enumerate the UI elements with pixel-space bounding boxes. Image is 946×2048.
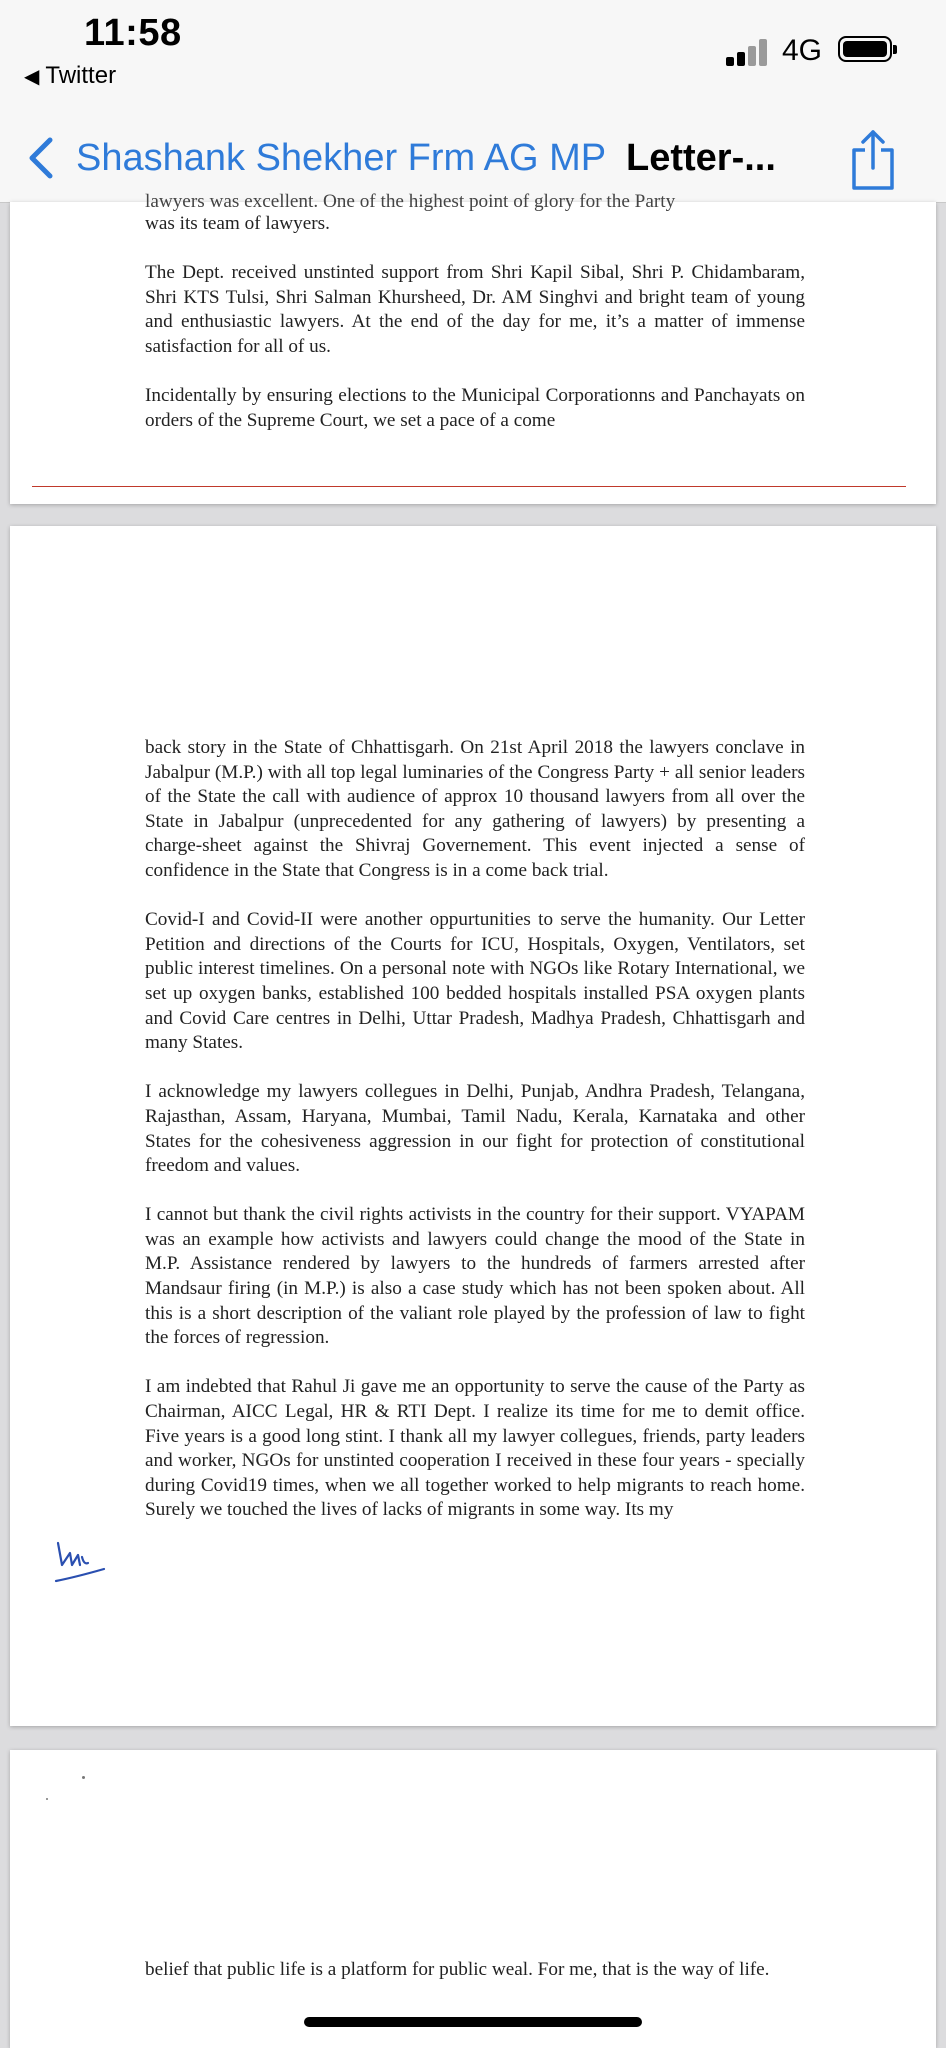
back-app-label: Twitter xyxy=(45,62,117,89)
handwritten-initials-icon xyxy=(52,1539,114,1585)
back-link-title[interactable]: Shashank Shekher Frm AG MP xyxy=(76,137,607,179)
status-time: 11:58 xyxy=(84,12,182,54)
document-page-2 xyxy=(10,526,936,1726)
share-icon[interactable] xyxy=(846,124,900,194)
network-type: 4G xyxy=(782,34,823,67)
page-1-text xyxy=(145,212,805,458)
document-title: Letter-... xyxy=(626,137,776,179)
back-to-app-button[interactable] xyxy=(24,62,116,90)
clipped-text-line: lawyers was excellent. One of the highest point of glory for the Party xyxy=(145,191,676,212)
home-indicator[interactable] xyxy=(304,2017,642,2027)
paragraph: I cannot but thank the civil rights activists in the country for their support. VYAPAM was an example how activists and lawyers could change the mood of the State in M.P. Assistance rendered by lawyers to the hundreds of farmers arrested after Mandsaur firing (in M.P.) is also a case study which has not been spoken about. All this is a short description of the valiant role played by the profession of law to fight the forces of regression. xyxy=(145,1204,805,1349)
paragraph: back story in the State of Chhattisgarh. On 21st April 2018 the lawyers conclave in Jabalpur (M.P.) with all top legal luminaries of the Congress Party + all senior leaders of the State the call with audience of approx 10 thousand lawyers from all over the State in Jabalpur (unprecedented for any gathering of lawyers) by presenting a charge-sheet against the Shivraj Governement. This event injected a sense of confidence in the State that Congress is in a come back trial. xyxy=(145,737,805,881)
back-triangle-icon: ◀ xyxy=(24,66,40,88)
page-3-text xyxy=(145,1958,805,2007)
status-bar xyxy=(0,0,946,120)
paragraph: The Dept. received unstinted support from Shri Kapil Sibal, Shri P. Chidambaram, Shri KTS Tulsi, Shri Salman Khursheed, Dr. AM Singhvi and bright team of young and enthusiastic lawyers. At the end of the day for me, it’s a matter of immense satisfaction for all of us. xyxy=(145,262,805,357)
paragraph: I am indebted that Rahul Ji gave me an opportunity to serve the cause of the Party as Chairman, AICC Legal, HR & RTI Dept. I realize its time for me to demit office. Five years is a good long stint. I thank all my lawyer collegues, friends, party leaders and worker, NGOs for unstinted cooperation I received in these four years - specially during Covid19 times, when we all together worked to help migrants to reach home. Surely we touched the lives of lacks of migrants in some way. Its my xyxy=(145,1376,805,1521)
page-2-text xyxy=(145,736,805,1548)
red-divider-line xyxy=(32,486,906,487)
cellular-signal-icon xyxy=(726,38,772,66)
document-page-1 xyxy=(10,191,936,504)
chevron-left-icon[interactable] xyxy=(22,128,62,188)
paragraph: belief that public life is a platform for public weal. For me, that is the way of life. xyxy=(145,1959,770,1980)
scan-speck xyxy=(82,1776,85,1779)
paragraph: was its team of lawyers. xyxy=(145,213,330,234)
paragraph: Incidentally by ensuring elections to the Municipal Corporationns and Panchayats on orders of the Supreme Court, we set a pace of a come xyxy=(145,385,805,431)
paragraph: I acknowledge my lawyers collegues in Delhi, Punjab, Andhra Pradesh, Telangana, Rajasthan, Assam, Haryana, Mumbai, Tamil Nadu, Kerala, Karnataka and other States for the cohesiveness aggression in our fight for protection of constitutional freedom and values. xyxy=(145,1081,805,1177)
battery-icon xyxy=(838,36,892,62)
document-page-3 xyxy=(10,1750,936,2048)
paragraph: Covid-I and Covid-II were another oppurtunities to serve the humanity. Our Letter Petition and directions of the Courts for ICU, Hospitals, Oxygen, Ventilators, set public interest timelines. On a personal note with NGOs like Rotary International, we set up oxygen banks, established 100 bedded hospitals installed PSA oxygen plants and Covid Care centres in Delhi, Uttar Pradesh, Madhya Pradesh, Chhattisgarh and many States. xyxy=(145,909,805,1054)
scan-speck xyxy=(46,1798,48,1800)
